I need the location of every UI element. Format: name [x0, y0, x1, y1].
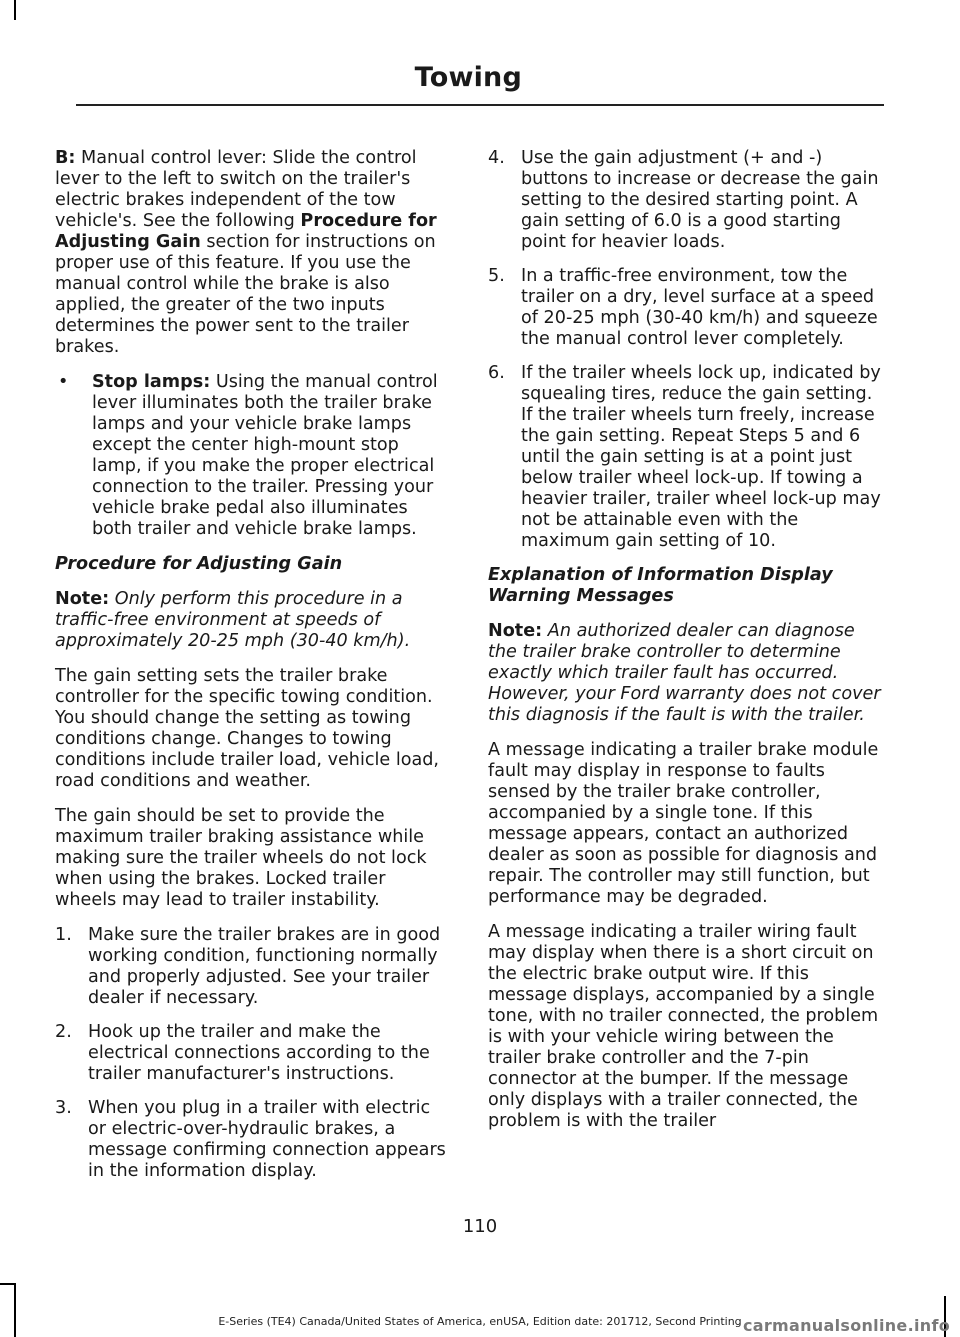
steps-list-right: [488, 148, 883, 552]
term-b: B:: [55, 148, 76, 168]
steps-list-left: [55, 925, 450, 1182]
bullet-mark: •: [58, 372, 69, 392]
list-item: [55, 925, 450, 1009]
bullet-term: Stop lamps:: [92, 372, 211, 392]
step-number: 3.: [55, 1098, 72, 1118]
edition-footer: E-Series (TE4) Canada/United States of America, enUSA, Edition date: 201712, Second Printing: [218, 1315, 742, 1328]
note-label: Note:: [488, 621, 543, 641]
step-text: Hook up the trailer and make the electrical connections according to the trailer manufacturer's instructions.: [88, 1022, 430, 1084]
paragraph-text: section for instructions on proper use of this feature. If you use the manual control while the brake is also applied, the greater of the two inputs determines the power sent to the trailer brakes.: [55, 232, 436, 357]
step-text: Make sure the trailer brakes are in good working condition, functioning normally and properly adjusted. See your trailer dealer if necessary.: [88, 925, 441, 1008]
page-title: Towing: [414, 62, 522, 93]
note-text: An authorized dealer can diagnose the trailer brake controller to determine exactly which trailer fault has occurred. However, your Ford warranty does not cover this diagnosis if the fault is with the trailer.: [488, 621, 881, 725]
bullet-text: Using the manual control lever illuminates both the trailer brake lamps and your vehicle brake lamps except the center high-mount stop lamp, if you make the proper electrical connection to the trailer. Pressing your vehicle brake pedal also illuminates both trailer and vehicle brake lamps.: [92, 372, 438, 539]
list-item: [55, 1098, 450, 1182]
step-number: 4.: [488, 148, 505, 168]
step-text: When you plug in a trailer with electric or electric-over-hydraulic brakes, a message confirming connection appears in the information display.: [88, 1098, 446, 1181]
step-text: If the trailer wheels lock up, indicated by squealing tires, reduce the gain setting. If the trailer wheels turn freely, increase the gain setting. Repeat Steps 5 and 6 until the gain setting is at a point just below trailer wheel lock-up. If towing a heavier trailer, trailer wheel lock-up may not be attainable even with the maximum gain setting of 10.: [521, 363, 881, 551]
left-column: [55, 148, 450, 1195]
manual-control-paragraph: [55, 148, 450, 358]
list-item: [488, 266, 883, 350]
step-text: Use the gain adjustment (+ and -) buttons to increase or decrease the gain setting to the desired starting point. A gain setting of 6.0 is a good starting point for heavier loads.: [521, 148, 879, 252]
step-number: 2.: [55, 1022, 72, 1042]
crop-mark-bottom-left-h: [0, 1283, 16, 1285]
procedure-reference: Procedure for Adjusting Gain: [55, 211, 437, 252]
list-item: [488, 363, 883, 552]
section-heading-adjusting-gain: Procedure for Adjusting Gain: [55, 554, 343, 574]
note-text: Only perform this procedure in a traffic-free environment at speeds of approximately 20-25 mph (30-40 km/h).: [55, 589, 411, 651]
section-heading-warning-messages: Explanation of Information Display Warning Messages: [488, 565, 833, 606]
watermark: carmanualsonline.info: [742, 1316, 950, 1335]
bullet-body: [92, 372, 450, 540]
gain-setting-paragraph: The gain setting sets the trailer brake controller for the specific towing condition. You should change the setting as towing conditions change. Changes to towing conditions include trailer load, vehicle load, road conditions and weather.: [55, 666, 440, 791]
paragraph-text: Manual control lever: Slide the control lever to the left to switch on the trailer's electric brakes independent of the tow vehicle's. See the following: [55, 148, 417, 231]
step-number: 5.: [488, 266, 505, 286]
header-divider: [76, 104, 884, 106]
module-fault-paragraph: A message indicating a trailer brake module fault may display in response to faults sensed by the trailer brake controller, accompanied by a single tone. If this message appears, contact an authorized dealer as soon as possible for diagnosis and repair. The controller may still function, but performance may be degraded.: [488, 740, 879, 907]
right-column: [488, 148, 883, 1146]
note-paragraph: [55, 589, 450, 652]
crop-mark-bottom-left: [14, 1283, 16, 1337]
page-number: 110: [462, 1216, 498, 1237]
crop-mark-top-left: [14, 0, 16, 20]
step-number: 1.: [55, 925, 72, 945]
step-text: In a traffic-free environment, tow the trailer on a dry, level surface at a speed of 20-25 mph (30-40 km/h) and squeeze the manual control lever completely.: [521, 266, 878, 349]
bullet-stop-lamps: [55, 372, 450, 540]
gain-goal-paragraph: The gain should be set to provide the maximum trailer braking assistance while making sure the trailer wheels do not lock when using the brakes. Locked trailer wheels may lead to trailer instability.: [55, 806, 427, 910]
list-item: [55, 1022, 450, 1085]
list-item: [488, 148, 883, 253]
step-number: 6.: [488, 363, 505, 383]
wiring-fault-paragraph: A message indicating a trailer wiring fault may display when there is a short circuit on the electric brake output wire. If this message displays, accompanied by a single tone, with no trailer connected, the problem is with your vehicle wiring between the trailer brake controller and the 7-pin connector at the bumper. If the message only displays with a trailer connected, the problem is with the trailer: [488, 922, 879, 1131]
note-label: Note:: [55, 589, 110, 609]
note-paragraph: [488, 621, 883, 726]
